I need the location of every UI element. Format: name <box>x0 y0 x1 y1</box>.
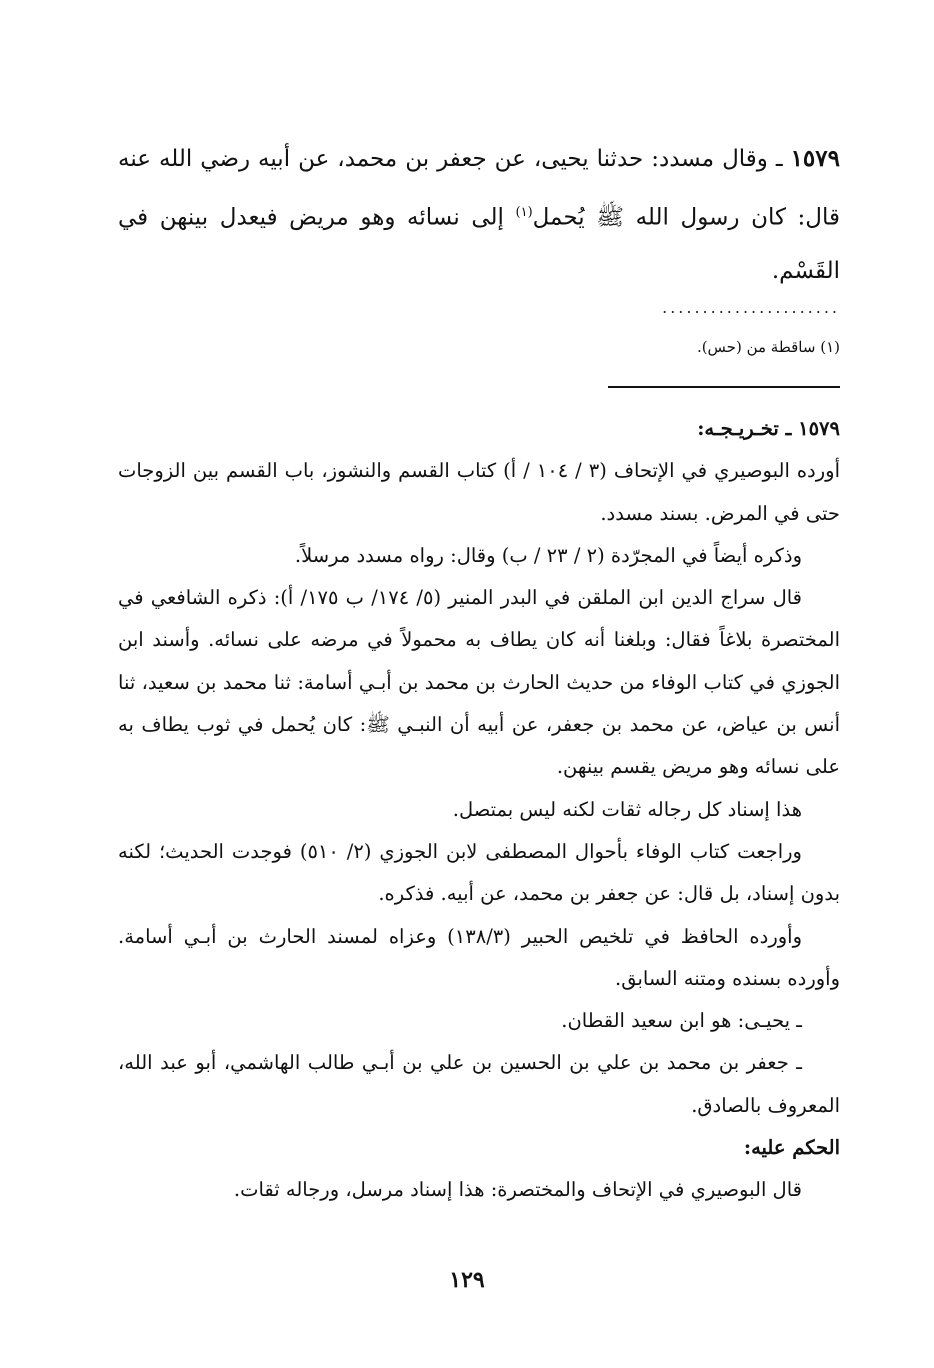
takhrij-paragraph: وأورده الحافظ في تلخيص الحبير (١٣٨/٣) وعزاه لمسند الحارث بن أبـي أسامة. وأورده بسنده ومتنه السابق. <box>118 924 840 990</box>
hadith-number: ١٥٧٩ <box>790 145 840 172</box>
narrator-note: ـ جعفر بن محمد بن علي بن الحسين بن علي بن أبـي طالب الهاشمي، أبو عبد الله، المعروف بالصادق. <box>118 1051 840 1117</box>
hadith-text <box>118 132 840 298</box>
ruling-text: قال البوصيري في الإتحاف والمختصرة: هذا إسناد مرسل، ورجاله ثقات. <box>233 1178 802 1202</box>
takhrij-paragraph: قال سراج الدين ابن الملقن في البدر المنير (٥/ ١٧٤/ ب ١٧٥/ أ): ذكره الشافعي في المختصرة بلاغاً فقال: وبلغنا أنه كان يطاف به محمولاً في مرضه على نسائه. وأسند ابن الجوزي في كتاب الوفاء من حديث الحارث بن محمد بن أبـي أسامة: ثنا محمد بن سعيد، ثنا أنس بن عياض، عن محمد بن جعفر، عن أبيه أن النبـي ﷺ: كان يُحمل في ثوب يطاف به على نسائه وهو مريض يقسم بينهن. <box>118 586 840 779</box>
takhrij-section <box>118 408 840 1212</box>
hadith-text-part-b: إلى نسائه وهو مريض فيعدل بينهن في القَسْم. <box>118 204 840 284</box>
section-rule <box>608 386 840 388</box>
hadith-text-part-a: ـ وقال مسدد: حدثنا يحيى، عن جعفر بن محمد، عن أبيه رضي الله عنه قال: كان رسول الله ﷺ يُحمل <box>118 146 840 231</box>
takhrij-paragraph: أورده البوصيري في الإتحاف (٣ / ١٠٤ / أ) كتاب القسم والنشوز، باب القسم بين الزوجات حتى في المرض. بسند مسدد. <box>118 459 840 525</box>
footnote-separator: ...................... <box>662 298 840 317</box>
ruling-heading: الحكم عليه: <box>743 1136 840 1160</box>
takhrij-heading: ١٥٧٩ ـ تخـريـجـه: <box>697 417 840 440</box>
narrator-note: ـ يحيـى: هو ابن سعيد القطان. <box>561 1009 802 1033</box>
takhrij-paragraph: وراجعت كتاب الوفاء بأحوال المصطفى لابن الجوزي (٢/ ٥١٠) فوجدت الحديث؛ لكنه بدون إسناد، بل قال: عن جعفر بن محمد، عن أبيه. فذكره. <box>118 839 840 906</box>
takhrij-paragraph: وذكره أيضاً في المجرّدة (٢ / ٢٣ / ب) وقال: رواه مسدد مرسلاً. <box>294 543 802 567</box>
page <box>118 0 840 1368</box>
footnote-reference: (١) <box>515 205 533 220</box>
takhrij-paragraph: هذا إسناد كل رجاله ثقات لكنه ليس بمتصل. <box>452 797 802 821</box>
footnote: (١) ساقطة من (حس). <box>696 338 840 356</box>
page-number: ١٢٩ <box>449 1267 485 1293</box>
